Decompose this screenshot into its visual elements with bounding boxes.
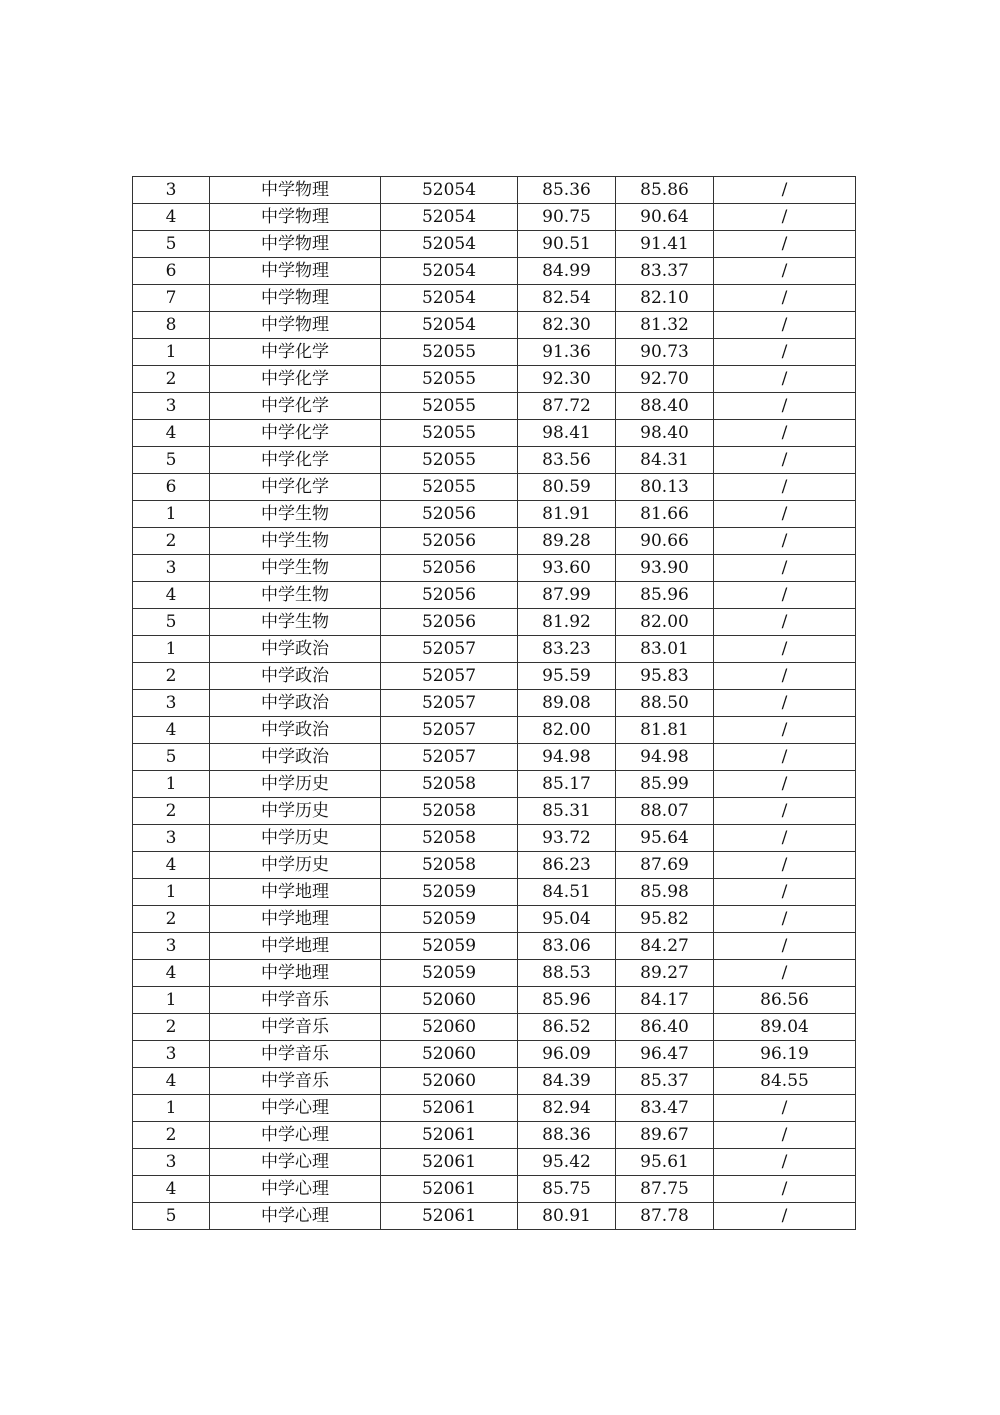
score-1-cell: 89.08 <box>518 690 616 717</box>
code-cell: 52054 <box>381 312 518 339</box>
code-cell: 52056 <box>381 609 518 636</box>
score-1-cell: 84.99 <box>518 258 616 285</box>
seq-cell: 6 <box>133 474 210 501</box>
score-3-cell: / <box>714 1203 856 1230</box>
table-row <box>133 501 856 528</box>
score-3-cell: / <box>714 177 856 204</box>
score-1-cell: 88.36 <box>518 1122 616 1149</box>
score-1-cell: 90.75 <box>518 204 616 231</box>
subject-cell: 中学心理 <box>210 1149 381 1176</box>
score-2-cell: 81.81 <box>616 717 714 744</box>
score-3-cell: 96.19 <box>714 1041 856 1068</box>
score-1-cell: 86.23 <box>518 852 616 879</box>
code-cell: 52060 <box>381 987 518 1014</box>
score-2-cell: 98.40 <box>616 420 714 447</box>
subject-cell: 中学物理 <box>210 204 381 231</box>
score-1-cell: 85.96 <box>518 987 616 1014</box>
code-cell: 52054 <box>381 204 518 231</box>
score-2-cell: 95.82 <box>616 906 714 933</box>
score-3-cell: / <box>714 447 856 474</box>
score-2-cell: 89.67 <box>616 1122 714 1149</box>
subject-cell: 中学生物 <box>210 501 381 528</box>
score-2-cell: 85.86 <box>616 177 714 204</box>
code-cell: 52059 <box>381 933 518 960</box>
score-3-cell: / <box>714 744 856 771</box>
score-3-cell: / <box>714 555 856 582</box>
code-cell: 52057 <box>381 744 518 771</box>
score-1-cell: 95.04 <box>518 906 616 933</box>
seq-cell: 4 <box>133 717 210 744</box>
score-2-cell: 88.40 <box>616 393 714 420</box>
subject-cell: 中学物理 <box>210 177 381 204</box>
score-2-cell: 90.66 <box>616 528 714 555</box>
table-row <box>133 582 856 609</box>
table-row <box>133 1149 856 1176</box>
code-cell: 52060 <box>381 1041 518 1068</box>
score-2-cell: 82.10 <box>616 285 714 312</box>
score-2-cell: 83.01 <box>616 636 714 663</box>
table-row <box>133 312 856 339</box>
table-row <box>133 393 856 420</box>
score-3-cell: / <box>714 528 856 555</box>
subject-cell: 中学物理 <box>210 258 381 285</box>
subject-cell: 中学化学 <box>210 366 381 393</box>
score-1-cell: 92.30 <box>518 366 616 393</box>
score-3-cell: / <box>714 501 856 528</box>
score-1-cell: 87.72 <box>518 393 616 420</box>
score-1-cell: 91.36 <box>518 339 616 366</box>
score-1-cell: 98.41 <box>518 420 616 447</box>
subject-cell: 中学政治 <box>210 636 381 663</box>
score-2-cell: 84.17 <box>616 987 714 1014</box>
code-cell: 52057 <box>381 663 518 690</box>
subject-cell: 中学地理 <box>210 906 381 933</box>
seq-cell: 4 <box>133 1176 210 1203</box>
score-3-cell: / <box>714 933 856 960</box>
code-cell: 52056 <box>381 555 518 582</box>
score-1-cell: 85.36 <box>518 177 616 204</box>
score-3-cell: / <box>714 312 856 339</box>
seq-cell: 4 <box>133 960 210 987</box>
table-row <box>133 420 856 447</box>
score-3-cell: / <box>714 717 856 744</box>
seq-cell: 5 <box>133 609 210 636</box>
score-2-cell: 83.37 <box>616 258 714 285</box>
score-2-cell: 87.75 <box>616 1176 714 1203</box>
score-1-cell: 83.06 <box>518 933 616 960</box>
subject-cell: 中学地理 <box>210 933 381 960</box>
subject-cell: 中学音乐 <box>210 1041 381 1068</box>
score-3-cell: / <box>714 258 856 285</box>
score-2-cell: 81.66 <box>616 501 714 528</box>
code-cell: 52061 <box>381 1122 518 1149</box>
code-cell: 52054 <box>381 258 518 285</box>
subject-cell: 中学音乐 <box>210 1068 381 1095</box>
table-row <box>133 231 856 258</box>
score-table-body <box>133 177 856 1230</box>
score-3-cell: / <box>714 231 856 258</box>
score-3-cell: / <box>714 1176 856 1203</box>
seq-cell: 2 <box>133 906 210 933</box>
score-1-cell: 86.52 <box>518 1014 616 1041</box>
code-cell: 52055 <box>381 420 518 447</box>
table-row <box>133 960 856 987</box>
subject-cell: 中学历史 <box>210 825 381 852</box>
score-3-cell: 89.04 <box>714 1014 856 1041</box>
subject-cell: 中学政治 <box>210 663 381 690</box>
code-cell: 52058 <box>381 798 518 825</box>
seq-cell: 2 <box>133 798 210 825</box>
score-1-cell: 89.28 <box>518 528 616 555</box>
score-2-cell: 87.69 <box>616 852 714 879</box>
subject-cell: 中学心理 <box>210 1122 381 1149</box>
score-1-cell: 84.51 <box>518 879 616 906</box>
score-1-cell: 83.56 <box>518 447 616 474</box>
score-1-cell: 85.75 <box>518 1176 616 1203</box>
seq-cell: 4 <box>133 420 210 447</box>
score-2-cell: 85.37 <box>616 1068 714 1095</box>
table-row <box>133 879 856 906</box>
code-cell: 52055 <box>381 474 518 501</box>
table-row <box>133 717 856 744</box>
table-row <box>133 1176 856 1203</box>
score-3-cell: / <box>714 852 856 879</box>
score-3-cell: / <box>714 339 856 366</box>
code-cell: 52057 <box>381 717 518 744</box>
table-row <box>133 258 856 285</box>
table-row <box>133 474 856 501</box>
seq-cell: 2 <box>133 1014 210 1041</box>
table-row <box>133 744 856 771</box>
code-cell: 52056 <box>381 582 518 609</box>
score-1-cell: 96.09 <box>518 1041 616 1068</box>
subject-cell: 中学化学 <box>210 474 381 501</box>
score-2-cell: 83.47 <box>616 1095 714 1122</box>
score-1-cell: 82.30 <box>518 312 616 339</box>
subject-cell: 中学历史 <box>210 852 381 879</box>
score-1-cell: 80.91 <box>518 1203 616 1230</box>
score-1-cell: 83.23 <box>518 636 616 663</box>
subject-cell: 中学生物 <box>210 609 381 636</box>
seq-cell: 3 <box>133 1149 210 1176</box>
score-2-cell: 86.40 <box>616 1014 714 1041</box>
table-row <box>133 609 856 636</box>
score-3-cell: / <box>714 420 856 447</box>
table-row <box>133 1014 856 1041</box>
score-1-cell: 94.98 <box>518 744 616 771</box>
table-row <box>133 339 856 366</box>
seq-cell: 3 <box>133 555 210 582</box>
score-3-cell: / <box>714 960 856 987</box>
score-1-cell: 81.92 <box>518 609 616 636</box>
subject-cell: 中学音乐 <box>210 987 381 1014</box>
score-1-cell: 84.39 <box>518 1068 616 1095</box>
code-cell: 52054 <box>381 231 518 258</box>
score-2-cell: 85.96 <box>616 582 714 609</box>
score-1-cell: 82.00 <box>518 717 616 744</box>
subject-cell: 中学化学 <box>210 393 381 420</box>
code-cell: 52054 <box>381 177 518 204</box>
seq-cell: 4 <box>133 204 210 231</box>
code-cell: 52058 <box>381 852 518 879</box>
score-2-cell: 85.99 <box>616 771 714 798</box>
seq-cell: 7 <box>133 285 210 312</box>
score-1-cell: 93.60 <box>518 555 616 582</box>
score-3-cell: / <box>714 393 856 420</box>
seq-cell: 3 <box>133 933 210 960</box>
table-row <box>133 528 856 555</box>
seq-cell: 1 <box>133 987 210 1014</box>
subject-cell: 中学音乐 <box>210 1014 381 1041</box>
score-2-cell: 95.64 <box>616 825 714 852</box>
score-1-cell: 90.51 <box>518 231 616 258</box>
subject-cell: 中学生物 <box>210 528 381 555</box>
score-3-cell: / <box>714 285 856 312</box>
score-2-cell: 95.61 <box>616 1149 714 1176</box>
seq-cell: 4 <box>133 1068 210 1095</box>
subject-cell: 中学化学 <box>210 420 381 447</box>
table-row <box>133 636 856 663</box>
subject-cell: 中学历史 <box>210 771 381 798</box>
code-cell: 52061 <box>381 1149 518 1176</box>
score-2-cell: 93.90 <box>616 555 714 582</box>
score-2-cell: 81.32 <box>616 312 714 339</box>
score-2-cell: 90.73 <box>616 339 714 366</box>
subject-cell: 中学政治 <box>210 717 381 744</box>
code-cell: 52055 <box>381 339 518 366</box>
table-row <box>133 366 856 393</box>
score-3-cell: / <box>714 474 856 501</box>
code-cell: 52057 <box>381 690 518 717</box>
seq-cell: 3 <box>133 825 210 852</box>
score-3-cell: / <box>714 771 856 798</box>
score-2-cell: 92.70 <box>616 366 714 393</box>
code-cell: 52057 <box>381 636 518 663</box>
score-1-cell: 80.59 <box>518 474 616 501</box>
score-3-cell: 86.56 <box>714 987 856 1014</box>
subject-cell: 中学化学 <box>210 447 381 474</box>
table-row <box>133 447 856 474</box>
score-1-cell: 85.31 <box>518 798 616 825</box>
score-1-cell: 82.54 <box>518 285 616 312</box>
code-cell: 52060 <box>381 1068 518 1095</box>
table-row <box>133 987 856 1014</box>
score-1-cell: 95.42 <box>518 1149 616 1176</box>
seq-cell: 4 <box>133 582 210 609</box>
table-row <box>133 852 856 879</box>
seq-cell: 1 <box>133 636 210 663</box>
score-3-cell: / <box>714 1122 856 1149</box>
subject-cell: 中学物理 <box>210 312 381 339</box>
score-1-cell: 81.91 <box>518 501 616 528</box>
code-cell: 52059 <box>381 960 518 987</box>
table-row <box>133 177 856 204</box>
seq-cell: 5 <box>133 231 210 258</box>
score-2-cell: 94.98 <box>616 744 714 771</box>
score-3-cell: / <box>714 636 856 663</box>
score-2-cell: 91.41 <box>616 231 714 258</box>
code-cell: 52060 <box>381 1014 518 1041</box>
score-table <box>132 176 856 1230</box>
seq-cell: 6 <box>133 258 210 285</box>
table-row <box>133 906 856 933</box>
table-row <box>133 771 856 798</box>
score-2-cell: 95.83 <box>616 663 714 690</box>
score-2-cell: 84.31 <box>616 447 714 474</box>
table-row <box>133 1095 856 1122</box>
seq-cell: 1 <box>133 879 210 906</box>
subject-cell: 中学生物 <box>210 555 381 582</box>
seq-cell: 2 <box>133 1122 210 1149</box>
score-2-cell: 84.27 <box>616 933 714 960</box>
table-row <box>133 555 856 582</box>
seq-cell: 2 <box>133 528 210 555</box>
score-3-cell: / <box>714 825 856 852</box>
code-cell: 52055 <box>381 447 518 474</box>
score-1-cell: 82.94 <box>518 1095 616 1122</box>
score-2-cell: 88.07 <box>616 798 714 825</box>
score-2-cell: 96.47 <box>616 1041 714 1068</box>
seq-cell: 3 <box>133 393 210 420</box>
subject-cell: 中学历史 <box>210 798 381 825</box>
score-3-cell: / <box>714 366 856 393</box>
code-cell: 52058 <box>381 771 518 798</box>
seq-cell: 8 <box>133 312 210 339</box>
subject-cell: 中学心理 <box>210 1203 381 1230</box>
subject-cell: 中学化学 <box>210 339 381 366</box>
code-cell: 52058 <box>381 825 518 852</box>
seq-cell: 1 <box>133 501 210 528</box>
score-2-cell: 82.00 <box>616 609 714 636</box>
code-cell: 52056 <box>381 501 518 528</box>
score-1-cell: 88.53 <box>518 960 616 987</box>
table-row <box>133 285 856 312</box>
table-row <box>133 690 856 717</box>
score-3-cell: / <box>714 582 856 609</box>
score-3-cell: / <box>714 1149 856 1176</box>
subject-cell: 中学生物 <box>210 582 381 609</box>
code-cell: 52059 <box>381 906 518 933</box>
table-row <box>133 1068 856 1095</box>
score-1-cell: 95.59 <box>518 663 616 690</box>
code-cell: 52055 <box>381 366 518 393</box>
seq-cell: 3 <box>133 690 210 717</box>
table-row <box>133 1122 856 1149</box>
seq-cell: 5 <box>133 1203 210 1230</box>
seq-cell: 3 <box>133 1041 210 1068</box>
code-cell: 52061 <box>381 1095 518 1122</box>
code-cell: 52061 <box>381 1203 518 1230</box>
subject-cell: 中学政治 <box>210 690 381 717</box>
table-row <box>133 1041 856 1068</box>
subject-cell: 中学地理 <box>210 960 381 987</box>
score-2-cell: 90.64 <box>616 204 714 231</box>
code-cell: 52061 <box>381 1176 518 1203</box>
score-3-cell: 84.55 <box>714 1068 856 1095</box>
subject-cell: 中学物理 <box>210 231 381 258</box>
seq-cell: 2 <box>133 366 210 393</box>
seq-cell: 1 <box>133 771 210 798</box>
table-row <box>133 204 856 231</box>
score-3-cell: / <box>714 690 856 717</box>
subject-cell: 中学地理 <box>210 879 381 906</box>
table-row <box>133 798 856 825</box>
seq-cell: 2 <box>133 663 210 690</box>
score-2-cell: 88.50 <box>616 690 714 717</box>
score-2-cell: 85.98 <box>616 879 714 906</box>
code-cell: 52054 <box>381 285 518 312</box>
score-3-cell: / <box>714 879 856 906</box>
score-3-cell: / <box>714 798 856 825</box>
score-1-cell: 85.17 <box>518 771 616 798</box>
score-3-cell: / <box>714 204 856 231</box>
subject-cell: 中学心理 <box>210 1095 381 1122</box>
score-3-cell: / <box>714 906 856 933</box>
score-3-cell: / <box>714 609 856 636</box>
subject-cell: 中学心理 <box>210 1176 381 1203</box>
code-cell: 52056 <box>381 528 518 555</box>
table-row <box>133 825 856 852</box>
code-cell: 52059 <box>381 879 518 906</box>
table-row <box>133 663 856 690</box>
score-2-cell: 80.13 <box>616 474 714 501</box>
score-3-cell: / <box>714 663 856 690</box>
seq-cell: 1 <box>133 1095 210 1122</box>
subject-cell: 中学物理 <box>210 285 381 312</box>
table-row <box>133 933 856 960</box>
table-row <box>133 1203 856 1230</box>
code-cell: 52055 <box>381 393 518 420</box>
score-2-cell: 89.27 <box>616 960 714 987</box>
subject-cell: 中学政治 <box>210 744 381 771</box>
seq-cell: 5 <box>133 447 210 474</box>
score-1-cell: 87.99 <box>518 582 616 609</box>
seq-cell: 4 <box>133 852 210 879</box>
score-3-cell: / <box>714 1095 856 1122</box>
score-2-cell: 87.78 <box>616 1203 714 1230</box>
seq-cell: 1 <box>133 339 210 366</box>
score-1-cell: 93.72 <box>518 825 616 852</box>
seq-cell: 5 <box>133 744 210 771</box>
seq-cell: 3 <box>133 177 210 204</box>
